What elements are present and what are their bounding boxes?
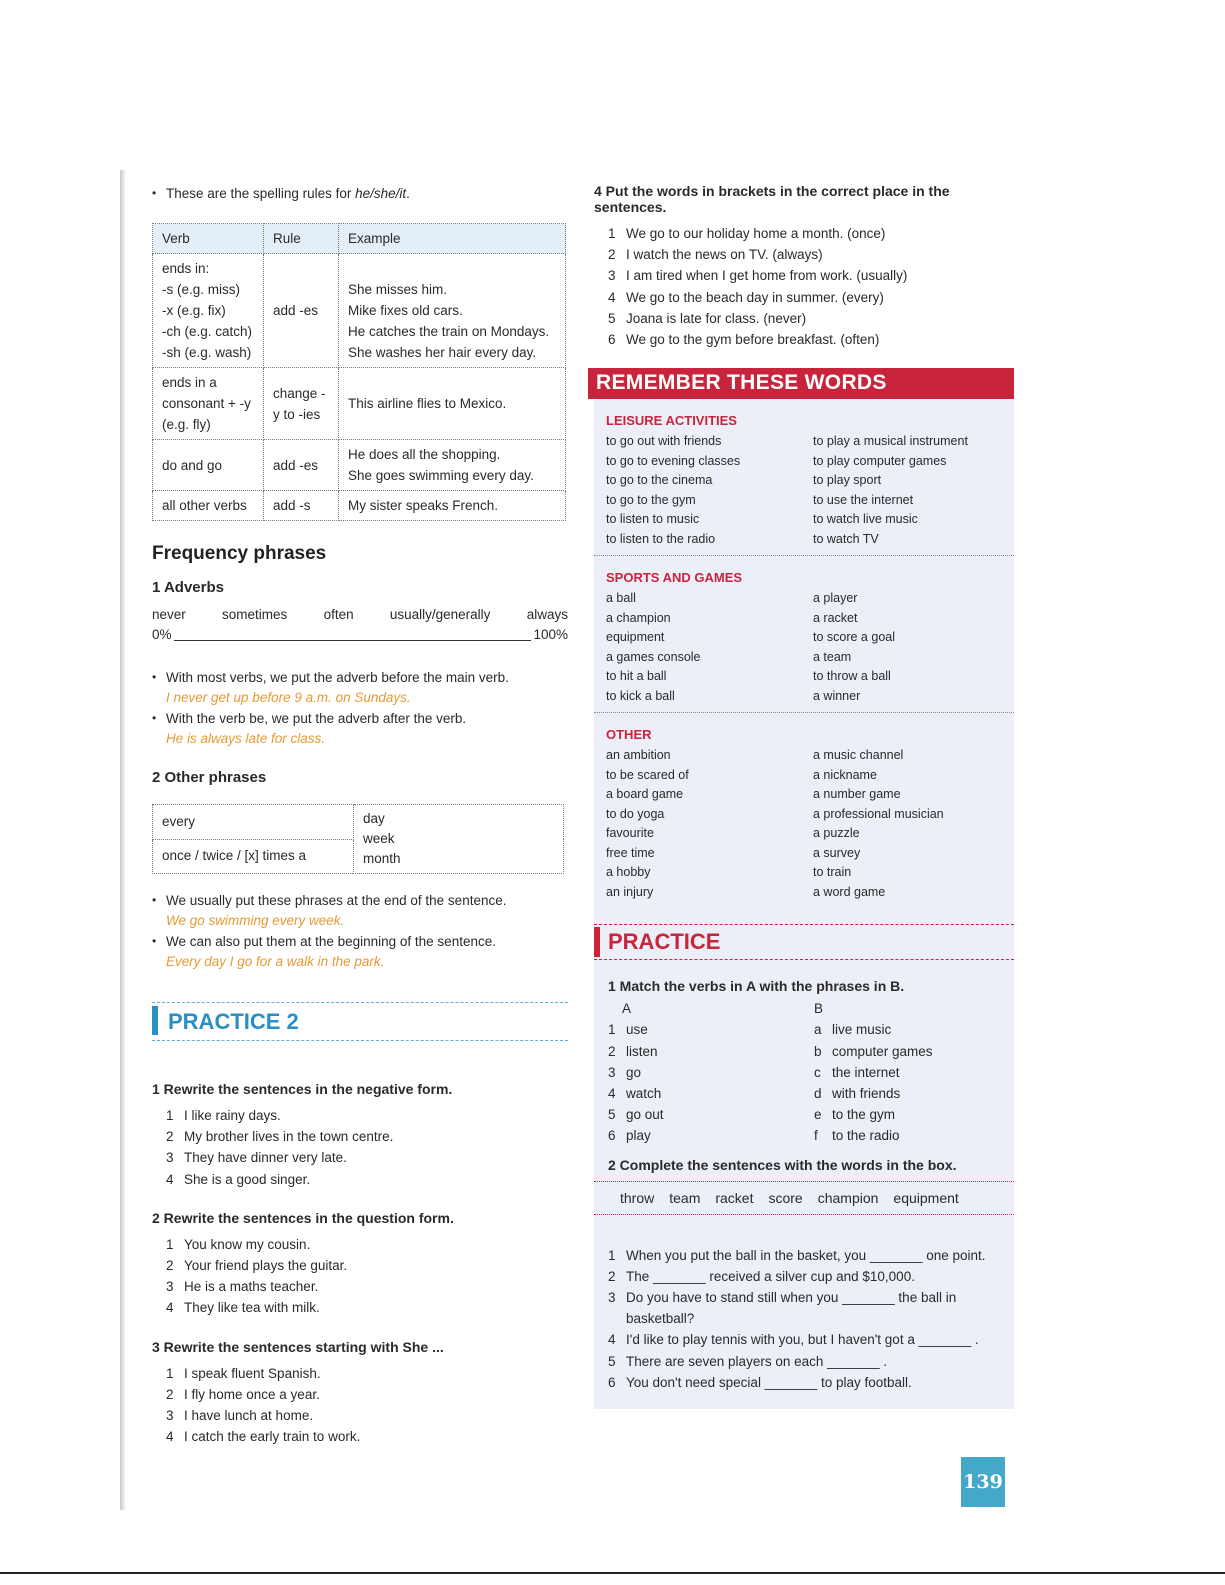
adverb-scale	[152, 604, 568, 625]
practice-2-title: PRACTICE 2	[168, 1009, 299, 1034]
adverb-label: never	[152, 607, 186, 622]
adverbs-heading: 1 Adverbs	[152, 579, 224, 596]
list-item: 2 I watch the news on TV. (always)	[608, 247, 823, 263]
list-item: 1 We go to our holiday home a month. (once)	[608, 226, 886, 241]
other-phrases-heading: 2 Other phrases	[152, 769, 267, 786]
category-heading: OTHER	[606, 727, 652, 743]
list-item: 2 My brother lives in the town centre.	[166, 1129, 394, 1145]
exercise-list	[152, 1234, 568, 1319]
list-item: 4 We go to the beach day in summer. (every)	[608, 289, 884, 305]
divider	[594, 555, 1014, 556]
spelling-intro: • These are the spelling rules for he/she/it.	[152, 183, 568, 204]
list-item: 2 The _______ received a silver cup and $10,000.	[608, 1268, 915, 1284]
rule-cell: add -es	[264, 440, 339, 491]
example-cell: He does all the shopping. She goes swimming every day.	[339, 440, 566, 491]
remember-words-title: REMEMBER THESE WORDS	[588, 368, 1014, 399]
category-heading: LEISURE ACTIVITIES	[606, 413, 737, 429]
practice-2-banner	[152, 1002, 568, 1041]
match-exercise: A B 1 use a live music 2 listen b computer games 3 go c the internet 4 watch d with friends 5 go out e to the gym 6 play f to the radio	[608, 1001, 933, 1144]
rule-cell: add -es	[264, 254, 339, 368]
example-sentence: He is always late for class.	[166, 731, 326, 746]
col-rule: Rule	[264, 224, 339, 254]
verb-cell: do and go	[153, 440, 264, 491]
list-item: 4 I catch the early train to work.	[166, 1429, 361, 1445]
rule-bullet: • We usually put these phrases at the end of the sentence.	[152, 890, 568, 911]
table-row	[153, 440, 566, 491]
example-cell: My sister speaks French.	[339, 491, 566, 521]
exercise-title: 2 Rewrite the sentences in the question form.	[152, 1209, 454, 1226]
list-item: 4 They like tea with milk.	[166, 1300, 320, 1316]
word-list: to go out with friends to play a musical instrument to go to evening classes to play computer games to go to the cinema to play sport to go to the gym to use the internet to listen to music to watch live music to listen to the radio to watch TV	[606, 434, 968, 546]
table-row	[153, 491, 566, 521]
list-item: 4 I'd like to play tennis with you, but I haven't got a _______ .	[608, 1332, 979, 1348]
list-item: 5 Joana is late for class. (never)	[608, 310, 807, 326]
list-item: 1 You know my cousin.	[166, 1236, 311, 1252]
exercise-title: 4 Put the words in brackets in the correct place in the sentences.	[594, 183, 950, 215]
verb-cell: ends in: -s (e.g. miss) -x (e.g. fix) -ch (e.g. catch) -sh (e.g. wash)	[153, 254, 264, 368]
practice-banner	[594, 924, 1014, 960]
right-column	[594, 183, 1014, 1409]
rule-cell: change -y to -ies	[264, 368, 339, 440]
list-item: 3 I have lunch at home.	[166, 1408, 314, 1424]
adverb-label: usually/generally	[389, 607, 491, 622]
word-list: an ambition a music channel to be scared of a nickname a board game a number game to do yoga a professional musician favourite a puzzle free time a survey a hobby to train an injury a word game	[606, 748, 944, 899]
list-item: 2 Your friend plays the guitar.	[166, 1258, 348, 1274]
scale-line	[174, 640, 532, 641]
adverb-label: always	[526, 607, 568, 622]
word-list: a ball a player a champion a racket equipment to score a goal a games console a team to hit a ball to throw a ball to kick a ball a winner	[606, 591, 895, 703]
list-item: 5 There are seven players on each _______ .	[608, 1353, 888, 1369]
exercise-list	[594, 223, 1014, 350]
list-item: 3 They have dinner very late.	[166, 1150, 347, 1166]
col-verb: Verb	[153, 224, 264, 254]
list-item: 3 He is a maths teacher.	[166, 1279, 319, 1295]
list-item: 1 I speak fluent Spanish.	[166, 1365, 321, 1381]
exercise-list	[152, 1105, 568, 1190]
example-sentence: We go swimming every week.	[166, 913, 345, 928]
example-cell: She misses him. Mike fixes old cars. He catches the train on Mondays. She washes her hair every day.	[339, 254, 566, 368]
exercise-title: 3 Rewrite the sentences starting with She ...	[152, 1338, 444, 1355]
list-item: 1 I like rainy days.	[166, 1108, 281, 1123]
adverb-label: often	[323, 607, 354, 622]
example-sentence: I never get up before 9 a.m. on Sundays.	[166, 690, 411, 705]
phrases-table: every day week month once / twice / [x] times a	[152, 804, 564, 874]
table-row	[153, 368, 566, 440]
rule-bullet: • With the verb be, we put the adverb after the verb.	[152, 708, 568, 729]
left-column	[152, 183, 568, 1447]
exercise-list	[594, 1245, 1014, 1393]
list-item: 3 I am tired when I get home from work. (usually)	[608, 268, 908, 284]
page-number: 139	[961, 1457, 1005, 1507]
exercise-title: 1 Rewrite the sentences in the negative form.	[152, 1081, 453, 1097]
list-item: 6 You don't need special _______ to play football.	[608, 1374, 912, 1390]
adverb-label: sometimes	[222, 607, 288, 622]
list-item: 3 Do you have to stand still when you _______ the ball in basketball?	[608, 1290, 957, 1327]
list-item: 2 I fly home once a year.	[166, 1386, 320, 1402]
divider	[594, 712, 1014, 713]
scan-edge	[120, 170, 125, 1510]
bottom-border	[0, 1572, 1225, 1574]
list-item: 6 We go to the gym before breakfast. (often)	[608, 332, 880, 348]
exercise-title: 2 Complete the sentences with the words in the box.	[608, 1156, 957, 1173]
frequency-heading: Frequency phrases	[152, 543, 327, 564]
exercise-title: 1 Match the verbs in A with the phrases in B.	[608, 978, 905, 995]
rule-bullet: • With most verbs, we put the adverb before the main verb.	[152, 667, 568, 688]
rule-cell: add -s	[264, 491, 339, 521]
remember-words-box	[594, 368, 1014, 1409]
example-cell: This airline flies to Mexico.	[339, 368, 566, 440]
example-sentence: Every day I go for a walk in the park.	[166, 954, 385, 969]
table-row	[153, 254, 566, 368]
list-item: 1 When you put the ball in the basket, you _______ one point.	[608, 1247, 986, 1263]
exercise-list	[152, 1363, 568, 1448]
category-heading: SPORTS AND GAMES	[606, 570, 743, 586]
word-box: throw team racket score champion equipment	[594, 1181, 1014, 1215]
table-header-row	[153, 224, 566, 254]
verb-cell: ends in a consonant + -y (e.g. fly)	[153, 368, 264, 440]
percent-scale: 0% 100%	[152, 627, 568, 642]
col-example: Example	[339, 224, 566, 254]
list-item: 4 She is a good singer.	[166, 1171, 311, 1187]
verb-cell: all other verbs	[153, 491, 264, 521]
rule-bullet: • We can also put them at the beginning of the sentence.	[152, 931, 568, 952]
practice-title: PRACTICE	[608, 929, 721, 955]
spelling-rules-table	[152, 223, 566, 521]
